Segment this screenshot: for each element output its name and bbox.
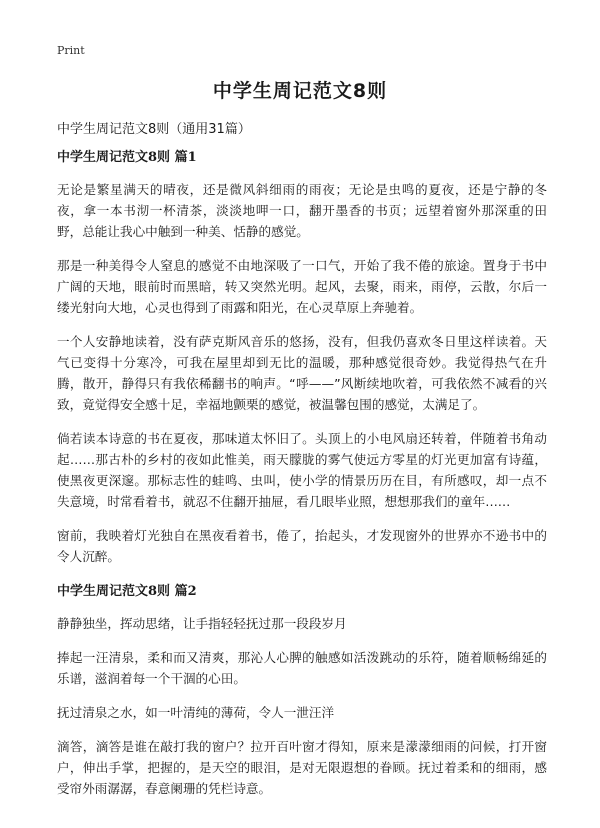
print-label: Print — [57, 44, 85, 57]
section-2 — [57, 580, 547, 799]
section-heading: 中学生周记范文8则 篇1 — [57, 150, 197, 165]
page-title: 中学生周记范文8则 — [212, 80, 388, 102]
document-subtitle: 中学生周记范文8则（通用31篇） — [57, 122, 251, 137]
document-body — [57, 146, 547, 812]
paragraph: 一个人安静地读着，没有萨克斯风音乐的悠扬，没有，但我仍喜欢冬日里这样读着。天气已变得十分寒冷，可我在屋里却到无比的温暖，那种感觉很奇妙。我觉得热气在升腾，散开，静得只有我依稀翻书的响声。“呼——”风断续地吹着，可我依然不减看的兴致，竟觉得安全感十足，幸福地颤栗的感觉，被温馨包围的感觉，太满足了。 — [57, 334, 547, 412]
paragraph: 那是一种美得令人窒息的感觉不由地深吸了一口气，开始了我不倦的旅途。置身于书中广阔的天地，眼前时而黑暗，转又突然光明。起风，去聚，雨来，雨停，云散，尔后一缕光射向大地，心灵也得到了雨露和阳光，在心灵草原上奔驰着。 — [57, 258, 547, 315]
paragraph: 静静独坐，挥动思绪，让手指轻轻抚过那一段段岁月 — [57, 616, 347, 631]
paragraph: 抚过清泉之水，如一叶清纯的薄荷，令人一泄汪洋 — [57, 705, 335, 720]
section-1 — [57, 146, 547, 567]
paragraph: 倘若读本诗意的书在夏夜，那味道太怀旧了。头顶上的小电风扇还转着，伴随着书角动起……那古朴的乡村的夜如此惟美，雨天朦胧的雾气使远方零星的灯光更加富有诗蕴，使黑夜更深邃。那标志性的蛙鸣、虫叫，使小学的情景历历在目，有所感叹，却一点不失意境，时常看着书，就忍不住翻开抽屉，看几眼毕业照，想想那我们的童年…… — [57, 431, 547, 509]
paragraph: 捧起一汪清泉，柔和而又清爽，那沁人心脾的触感如活泼跳动的乐符，随着顺畅绵延的乐谱，滋润着每一个干涸的心田。 — [57, 650, 547, 686]
paragraph: 滴答，滴答是谁在敲打我的窗户？拉开百叶窗才得知，原来是濛濛细雨的问候，打开窗户，伸出手掌，把握的，是天空的眼泪，是对无限遐想的眷顾。抚过着柔和的细雨，感受帘外雨潺潺，春意阑珊的凭栏诗意。 — [57, 739, 547, 796]
paragraph: 窗前，我映着灯光独自在黑夜看着书，倦了，抬起头，才发现窗外的世界亦不逊书中的令人沉醉。 — [57, 528, 547, 564]
section-heading: 中学生周记范文8则 篇2 — [57, 584, 197, 599]
paragraph: 无论是繁星满天的晴夜，还是微风斜细雨的雨夜；无论是虫鸣的夏夜，还是宁静的冬夜，拿一本书沏一杯清茶，淡淡地呷一口，翻开墨香的书页；远望着窗外那深重的田野，总能让我心中触到一种美、恬静的感觉。 — [57, 182, 547, 239]
